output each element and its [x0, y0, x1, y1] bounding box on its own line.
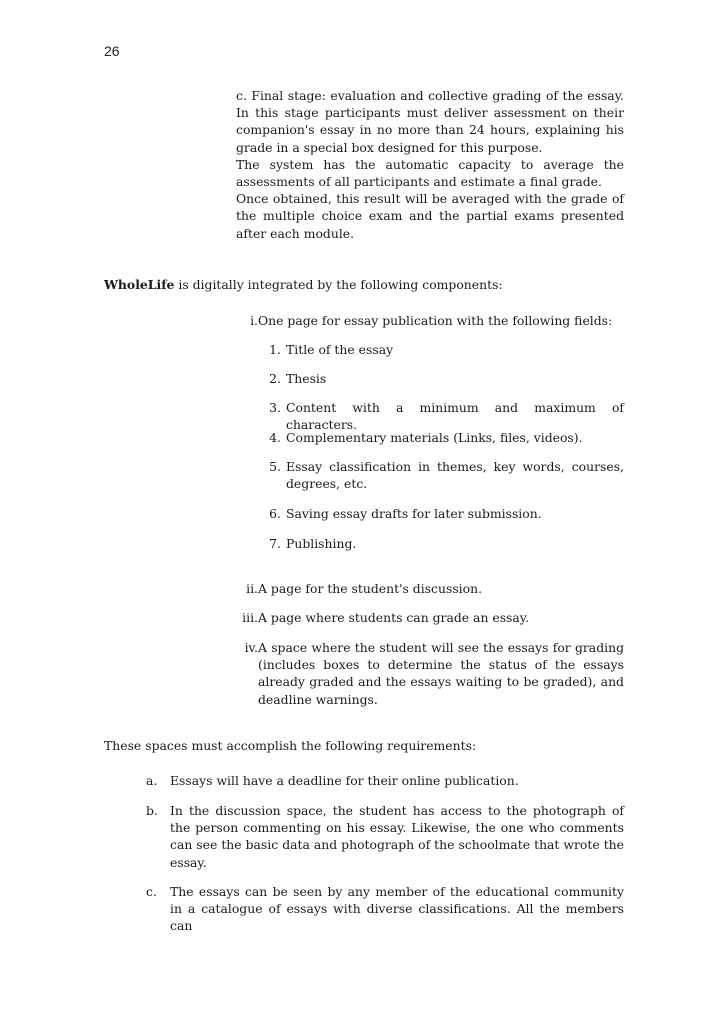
list-marker: 5.	[269, 459, 281, 474]
list-item	[264, 341, 624, 358]
components-intro-text: is digitally integrated by the following components:	[174, 277, 503, 292]
final-stage-block	[236, 87, 624, 242]
list-item	[236, 639, 624, 708]
list-item-text: Complementary materials (Links, files, videos).	[286, 430, 583, 445]
list-marker: b.	[146, 803, 158, 818]
requirements-intro: These spaces must accomplish the following requirements:	[104, 738, 477, 753]
components-intro	[104, 276, 624, 293]
list-item	[236, 609, 624, 626]
list-item	[146, 883, 624, 935]
list-marker: c.	[146, 884, 157, 899]
brand-name: WholeLife	[104, 277, 175, 292]
list-marker: ii.	[246, 581, 258, 596]
list-marker: a.	[146, 773, 158, 788]
stage-paragraph: The system has the automatic capacity to average the assessments of all participants and estimate a final grade.	[236, 156, 624, 190]
list-marker: 3.	[269, 400, 281, 415]
list-item-text: Publishing.	[286, 536, 357, 551]
list-item-text: A page for the student's discussion.	[258, 581, 483, 596]
page-number: 26	[104, 43, 120, 59]
list-marker: 1.	[269, 342, 281, 357]
list-item-text: Saving essay drafts for later submission.	[286, 506, 542, 521]
list-item-text: A page where students can grade an essay.	[258, 610, 530, 625]
list-item	[146, 772, 624, 789]
list-item	[264, 535, 624, 552]
list-item-text: In the discussion space, the student has access to the photograph of the person commenting on his essay. Likewise, the one who comments can see the basic data and photograph of the schoolmate that wrote the essay.	[170, 803, 624, 870]
list-item	[146, 802, 624, 871]
list-item	[264, 458, 624, 492]
list-item	[264, 505, 624, 522]
list-marker: iii.	[242, 610, 258, 625]
stage-paragraph: Once obtained, this result will be averaged with the grade of the multiple choice exam and the partial exams presented after each module.	[236, 191, 624, 241]
list-item	[236, 312, 624, 329]
list-item-text: Essays will have a deadline for their online publication.	[170, 773, 519, 788]
list-item	[236, 580, 624, 597]
list-marker: 6.	[269, 506, 281, 521]
list-item-text: A space where the student will see the essays for grading (includes boxes to determine the status of the essays already graded and the essays waiting to be graded), and deadline warnings.	[258, 640, 624, 707]
stage-paragraph: c. Final stage: evaluation and collective grading of the essay. In this stage participants must deliver assessment on their companion's essay in no more than 24 hours, explaining his grade in a special box designed for this purpose.	[236, 88, 624, 155]
list-item-text: Title of the essay	[286, 342, 394, 357]
list-item-text: Content with a minimum and maximum of characters.	[286, 400, 624, 433]
list-item-text: Essay classification in themes, key words, courses, degrees, etc.	[286, 459, 624, 492]
list-marker: 4.	[269, 430, 281, 445]
list-item-text: Thesis	[286, 371, 327, 386]
list-marker: iv.	[244, 640, 258, 655]
list-item	[264, 429, 624, 446]
list-marker: 7.	[269, 536, 281, 551]
list-marker: i.	[250, 313, 258, 328]
list-item-text: One page for essay publication with the following fields:	[258, 313, 613, 328]
list-marker: 2.	[269, 371, 281, 386]
list-item	[264, 370, 624, 387]
list-item-text: The essays can be seen by any member of the educational community in a catalogue of essays with diverse classifications. All the members can	[170, 884, 624, 934]
